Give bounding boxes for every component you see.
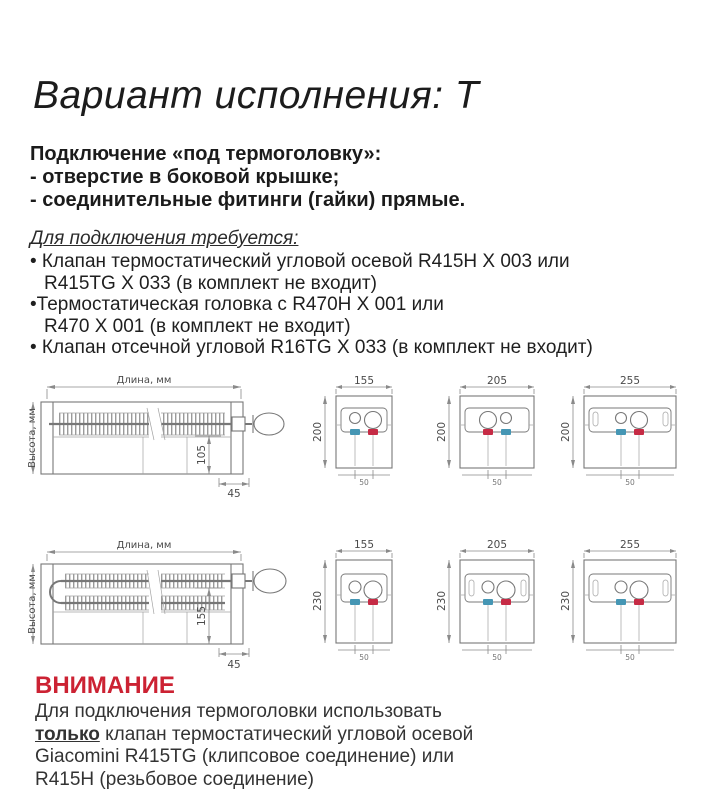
warning-paragraph <box>35 701 495 791</box>
list-item <box>30 251 650 294</box>
height-label: Высота, мм <box>27 574 38 634</box>
requirements-heading: Для подключения требуется: <box>30 228 299 249</box>
pocket-height-label: 155 <box>196 605 208 627</box>
end-offset-dimension <box>219 648 249 657</box>
page-title: Вариант исполнения: Т <box>33 74 480 118</box>
end-offset-label: 45 <box>227 488 241 499</box>
list-item <box>30 294 650 337</box>
connection-heading: Подключение «под термоголовку»: <box>30 143 382 165</box>
height-label: 200 <box>436 421 448 443</box>
width-label: 205 <box>486 539 508 551</box>
pipe-spacing-label: 50 <box>359 478 369 487</box>
side-view-diagram-row1 <box>25 374 310 499</box>
emphasis-word: только <box>35 723 100 745</box>
cross-section-row1-205 <box>436 374 550 492</box>
width-label: 205 <box>486 375 508 387</box>
warning-line: R415H (резьбовое соединение) <box>35 768 315 790</box>
supply-connection <box>634 599 644 605</box>
length-dimension <box>47 550 241 561</box>
return-connection <box>616 599 626 605</box>
length-dimension <box>47 385 241 399</box>
pocket-height-label: 105 <box>196 444 208 466</box>
cross-section-row2-155 <box>312 538 408 666</box>
connection-description <box>30 143 465 212</box>
return-connection <box>501 429 511 435</box>
valve-assembly <box>585 408 675 432</box>
pipe-spacing-label: 50 <box>492 478 502 487</box>
supply-connection <box>634 429 644 435</box>
pipe-spacing-label: 50 <box>625 653 635 662</box>
warning-line <box>35 724 495 747</box>
warning-line: Для подключения термоголовки использовать <box>35 701 442 722</box>
pipe-spacing-label: 50 <box>625 478 635 487</box>
height-label: Высота, мм <box>27 408 38 468</box>
requirement-line: • Клапан термостатический угловой осевой R415H X 003 или <box>30 251 570 272</box>
length-label: Длина, мм <box>116 375 172 386</box>
supply-connection <box>501 599 511 605</box>
cross-section-row2-255 <box>560 538 692 666</box>
return-connection <box>483 599 493 605</box>
connection-line: - отверстие в боковой крышке; <box>30 166 340 188</box>
valve-assembly <box>337 574 391 602</box>
width-label: 155 <box>353 375 375 387</box>
pipe-spacing-label: 50 <box>359 653 369 662</box>
valve-assembly <box>461 408 533 432</box>
requirements-list <box>30 251 650 359</box>
requirement-line: R470 X 001 (в комплект не входит) <box>44 315 351 337</box>
length-label: Длина, мм <box>116 540 172 551</box>
requirement-line: •Термостатическая головка с R470H X 001 или <box>30 294 444 315</box>
pipe-spacing-label: 50 <box>492 653 502 662</box>
return-connection <box>616 429 626 435</box>
warning-line: Giacomini R415TG (клипсовое соединение) или <box>35 746 455 767</box>
width-label: 155 <box>353 539 375 551</box>
cross-section-row1-255 <box>560 374 692 492</box>
return-connection <box>350 599 360 605</box>
height-label: 230 <box>312 590 324 612</box>
valve-assembly <box>585 574 675 602</box>
requirement-line: • Клапан отсечной угловой R16TG X 033 (в комплект не входит) <box>30 337 593 358</box>
supply-connection <box>483 429 493 435</box>
side-view-diagram-row2 <box>25 540 310 678</box>
end-offset-label: 45 <box>227 659 241 671</box>
supply-connection <box>368 429 378 435</box>
valve-assembly <box>461 574 533 602</box>
list-item <box>30 337 650 359</box>
return-connection <box>350 429 360 435</box>
valve-assembly <box>337 408 391 432</box>
supply-connection <box>368 599 378 605</box>
warning-title: ВНИМАНИЕ <box>35 672 175 699</box>
width-label: 255 <box>619 539 641 551</box>
requirement-line: R415TG X 033 (в комплект не входит) <box>44 272 377 294</box>
cross-section-row2-205 <box>436 538 550 666</box>
end-offset-dimension <box>219 478 249 487</box>
connection-line: - соединительные фитинги (гайки) прямые. <box>30 189 466 211</box>
height-label: 230 <box>436 590 448 612</box>
height-label: 200 <box>560 421 572 443</box>
warning-line-rest: клапан термостатический угловой осевой <box>99 723 474 745</box>
width-label: 255 <box>619 375 641 387</box>
cross-section-row1-155 <box>312 374 408 492</box>
height-label: 230 <box>560 590 572 612</box>
height-label: 200 <box>312 421 324 443</box>
